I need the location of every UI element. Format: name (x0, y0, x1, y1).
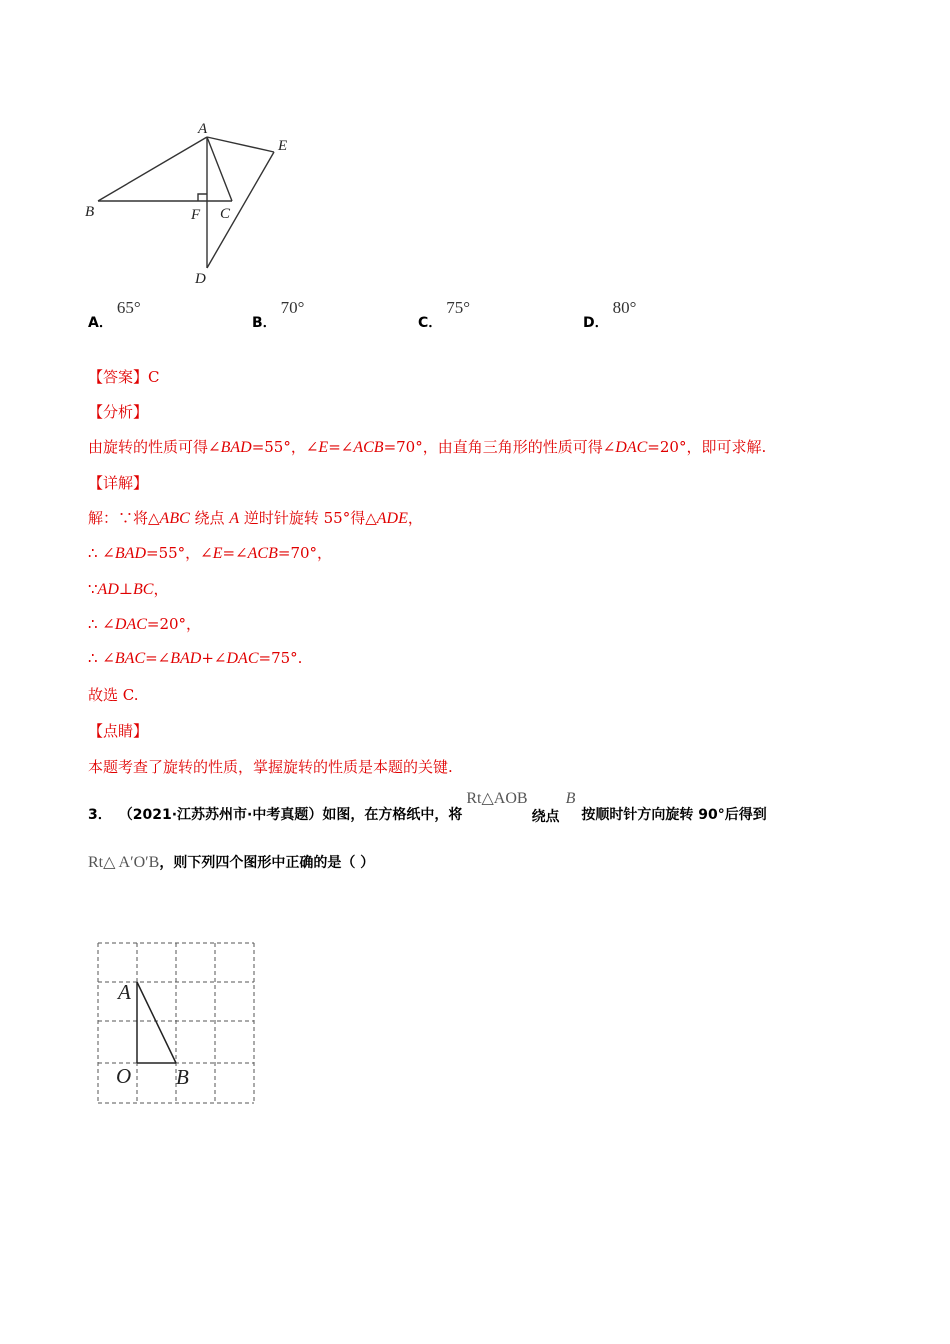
label-C: C (220, 206, 231, 222)
detail-line-5: ∴ ∠BAC=∠BAD+∠DAC=75°. (88, 649, 303, 667)
detail-line-4: ∴ ∠DAC=20°， (88, 615, 202, 633)
label-D: D (195, 271, 206, 287)
option-a[interactable] (88, 298, 141, 331)
label-F: F (191, 207, 201, 223)
option-b[interactable] (252, 298, 305, 331)
label-E: E (278, 138, 288, 154)
question-3-line-2: Rt△ A′O′B，则下列四个图形中正确的是（ ） (88, 854, 375, 871)
detail-line-6: 故选 C. (88, 686, 139, 704)
option-c[interactable] (418, 298, 471, 331)
option-c-label: C． (418, 315, 443, 331)
option-a-label: A． (88, 315, 113, 331)
grid-label-A: A (118, 980, 131, 1004)
detail-line-3: ∵AD⊥BC， (88, 580, 169, 598)
answer-line (88, 366, 160, 387)
analysis-text: 由旋转的性质可得∠BAD=55°，∠E=∠ACB=70°，由直角三角形的性质可得∠DAC=20°，即可求解. (88, 438, 767, 456)
label-B: B (85, 204, 95, 220)
answer-value: C (148, 368, 160, 386)
option-d-value: 80° (612, 298, 637, 317)
option-d-label: D． (583, 315, 609, 331)
comment-text: 本题考查了旋转的性质，掌握旋转的性质是本题的关键. (88, 758, 453, 776)
option-b-value: 70° (280, 298, 305, 317)
detail-line-1: 解：∵将△ABC 绕点 A 逆时针旋转 55°得△ADE， (88, 509, 423, 527)
analysis-tag: 【分析】 (88, 403, 149, 421)
grid-label-B: B (176, 1065, 189, 1089)
option-c-value: 75° (446, 298, 471, 317)
grid-figure (92, 938, 262, 1110)
option-d[interactable] (583, 298, 637, 331)
question-3-line-1: 3． （2021·江苏苏州市·中考真题）如图，在方格纸中，将Rt△AOB绕点B按顺时针方向旋转 90°后得到 (88, 790, 767, 825)
detail-tag: 【详解】 (88, 474, 149, 492)
grid-label-O: O (116, 1064, 132, 1088)
rotation-figure (80, 118, 310, 290)
label-A: A (198, 121, 208, 137)
option-a-value: 65° (116, 298, 141, 317)
detail-line-2: ∴ ∠BAD=55°，∠E=∠ACB=70°， (88, 544, 333, 562)
option-b-label: B． (252, 315, 277, 331)
answer-tag: 【答案】 (88, 368, 149, 386)
comment-tag: 【点睛】 (88, 722, 149, 740)
